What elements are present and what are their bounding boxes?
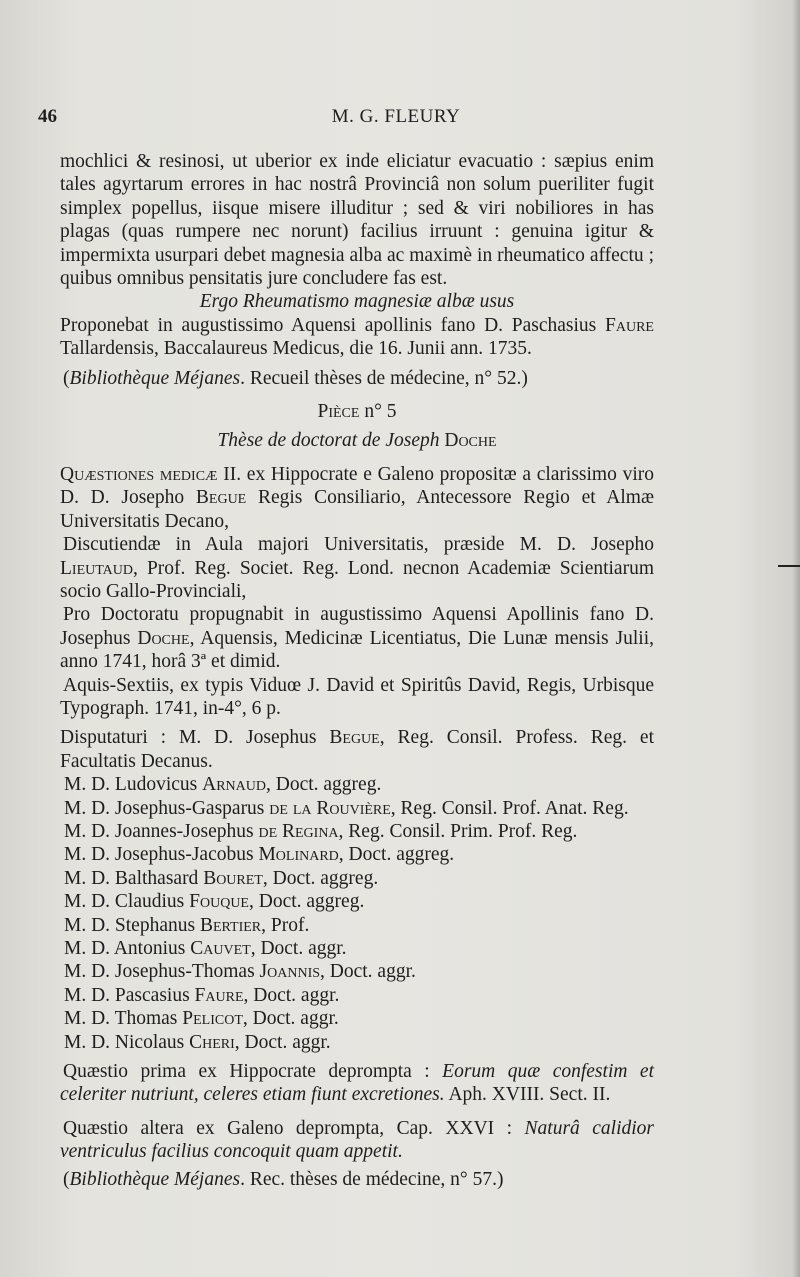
list-item: M. D. Antonius Cauvet, Doct. aggr. — [64, 938, 347, 959]
running-title: M. G. FLEURY — [331, 106, 461, 127]
list-item: M. D. Stephanus Bertier, Prof. — [64, 914, 310, 936]
proponebat-paragraph: Proponebat in augustissimo Aquensi apollinis fano D. Paschasius Faure Tallardensis, Baccalaureus Medicus, die 16. Junii ann. 1735. — [60, 314, 654, 360]
bibliography-reference: (Bibliothèque Méjanes. Recueil thèses de médecine, n° 52.) — [63, 367, 528, 389]
discutiendae-paragraph: Discutiendæ in Aula majori Universitatis, præside M. D. Josepho Lieutaud, Prof. Reg. Societ. Reg. Lond. necnon Academiæ Scientiarum socio Gallo-Provinciali, — [60, 534, 654, 602]
margin-mark — [778, 565, 800, 567]
pro-doctoratu-paragraph: Pro Doctoratu propugnabit in augustissimo Aquensi Apollinis fano D. Josephus Doche, Aquensis, Medicinæ Licentiatus, Die Lunæ mensis Julii, anno 1741, horâ 3ª et dimid. — [60, 604, 655, 673]
paragraph-continuation: mochlici & resinosi, ut uberior ex inde eliciatur evacuatio : sæpius enim tales agyrtarum errores in hac nostrâ Provinciâ non solum pueriliter fugit simplex popellus, iisque misere illuditur ; sed & viri nobiliores in has plagas (quas rumpere nec norunt) facilius irruunt : genuina igitur & impermixta usurpari debet magnesia alba ac maximè in rheumatico affectu ; quibus omnibus pensitatis jure concludere fas est. — [60, 151, 654, 290]
page-header — [36, 106, 756, 132]
list-item: M. D. Josephus-Thomas Joannis, Doct. aggr. — [64, 961, 416, 983]
list-item: M. D. Josephus-Jacobus Molinard, Doct. aggreg. — [64, 844, 455, 866]
ergo-conclusion: Ergo Rheumatismo magnesiæ albæ usus — [199, 291, 515, 313]
bibliography-reference-2: (Bibliothèque Méjanes. Rec. thèses de médecine, n° 57.) — [63, 1168, 504, 1190]
examiner-list — [60, 773, 654, 1054]
list-item: M. D. Thomas Pelicot, Doct. aggr. — [64, 1008, 339, 1030]
list-item: M. D. Joannes-Josephus de Regina, Reg. Consil. Prim. Prof. Reg. — [64, 820, 578, 842]
piece-heading: Pièce n° 5 — [317, 401, 397, 423]
quaestio-altera: Quæstio altera ex Galeno deprompta, Cap. XXVI : Naturâ calidior ventriculus facilius concoquit quam appetit. — [60, 1117, 654, 1163]
page-body — [60, 150, 654, 1191]
these-title: Thèse de doctorat de Joseph Doche — [217, 430, 497, 452]
quaestio-prima: Quæstio prima ex Hippocrate deprompta : Eorum quæ confestim et celeriter nutriunt, celeres etiam fiunt excretiones. Aph. XVIII. Sect. II. — [60, 1061, 654, 1106]
list-item: M. D. Josephus-Gasparus de la Rouvière, Reg. Consil. Prof. Anat. Reg. — [64, 797, 629, 819]
list-item: M. D. Pascasius Faure, Doct. aggr. — [64, 984, 340, 1006]
imprint-paragraph: Aquis-Sextiis, ex typis Viduœ J. David et Spiritûs David, Regis, Urbisque Typograph. 1741, in-4°, 6 p. — [60, 674, 654, 719]
list-item: M. D. Ludovicus Arnaud, Doct. aggreg. — [64, 774, 382, 796]
author-name: Faure — [605, 314, 654, 336]
list-item: M. D. Balthasard Bouret, Doct. aggreg. — [64, 867, 379, 889]
list-item: M. D. Claudius Fouque, Doct. aggreg. — [64, 891, 365, 913]
list-item: M. D. Nicolaus Cheri, Doct. aggr. — [64, 1031, 331, 1053]
disputaturi-paragraph: Disputaturi : M. D. Josephus Begue, Reg. Consil. Profess. Reg. et Facultatis Decanus. — [60, 727, 654, 772]
page-shadow — [792, 0, 800, 1277]
quaestiones-paragraph: Quæstiones medicæ II. ex Hippocrate e Galeno propositæ a clarissimo viro D. D. Josepho Begue Regis Consiliario, Antecessore Regio et Almæ Universitatis Decano, — [60, 463, 654, 532]
page-number: 46 — [38, 106, 57, 127]
